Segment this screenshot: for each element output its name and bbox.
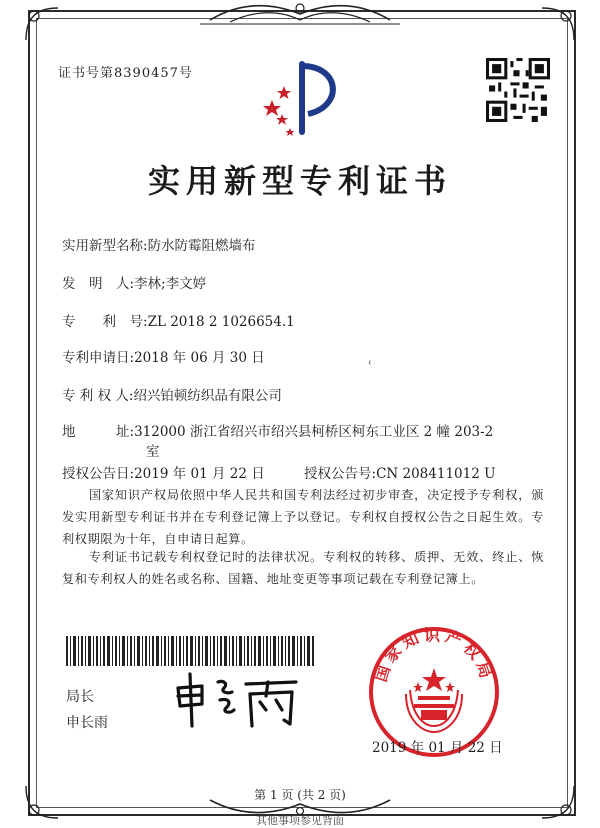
official-title: 局长 [66, 689, 94, 705]
certificate-title: 实用新型专利证书 [147, 162, 452, 200]
grant-number-row [304, 462, 495, 482]
footer-note: 其他事项参见背面 [256, 814, 344, 827]
patentee-label: 专 利 权 人: [62, 388, 134, 404]
grant-date-value: 2019 年 01 月 22 日 [134, 466, 265, 482]
patentee-value: 绍兴铂顿纺织品有限公司 [133, 388, 282, 404]
inventor-row [62, 272, 206, 292]
application-date-value: 2018 年 06 月 30 日 [134, 350, 265, 366]
ink-mark: ˓ [368, 356, 373, 372]
grant-number-value: CN 208411012 U [376, 466, 496, 482]
top-ornament-icon [200, 0, 400, 28]
signature-icon [172, 670, 302, 730]
qr-code-icon [486, 58, 550, 122]
svg-text:国家知识产权局: 国家知识产权局 [371, 625, 497, 685]
address-label: 地 址: [62, 424, 135, 440]
body-paragraph-2: 专利证书记载专利权登记时的法律状况。专利权的转移、质押、无效、终止、恢复和专利权人的姓名或名称、国籍、地址变更等事项记载在专利登记簿上。 [62, 550, 544, 586]
utility-model-name-row [62, 234, 256, 254]
inventor-label: 发 明 人: [62, 276, 135, 292]
page-number: 第 1 页 (共 2 页) [254, 788, 346, 802]
barcode-icon [66, 636, 316, 666]
corner-ornament-icon [538, 4, 578, 44]
utility-model-name-value: 防水防霉阻燃墙布 [147, 238, 256, 254]
corner-ornament-icon [22, 4, 62, 44]
patent-number-label: 专 利 号: [62, 314, 148, 330]
certificate-number: 证书号第8390457号 [58, 66, 193, 81]
inventor-value: 李林;李文婷 [134, 276, 207, 292]
cnipa-logo-icon [252, 56, 352, 138]
seal-date: 2019 年 01 月 22 日 [372, 740, 503, 756]
address-continuation: 室 [146, 444, 160, 460]
patent-number-value: ZL 2018 2 1026654.1 [147, 314, 295, 330]
utility-model-name-label: 实用新型名称: [62, 238, 148, 254]
patent-number-row [62, 310, 295, 330]
grant-number-label: 授权公告号: [304, 466, 377, 482]
address-row [62, 420, 493, 440]
patentee-row [62, 384, 282, 404]
address-value: 312000 浙江省绍兴市绍兴县柯桥区柯东工业区 2 幢 203-2 [134, 424, 494, 440]
grant-date-row [62, 462, 265, 482]
official-name: 申长雨 [66, 715, 108, 731]
grant-date-label: 授权公告日: [62, 466, 135, 482]
application-date-label: 专利申请日: [62, 350, 135, 366]
body-paragraph-1: 国家知识产权局依照中华人民共和国专利法经过初步审查，决定授予专利权，颁发实用新型专利证书并在专利登记簿上予以登记。专利权自授权公告之日起生效。专利权期限为十年，自申请日起算。 [62, 488, 544, 546]
application-date-row [62, 346, 265, 366]
